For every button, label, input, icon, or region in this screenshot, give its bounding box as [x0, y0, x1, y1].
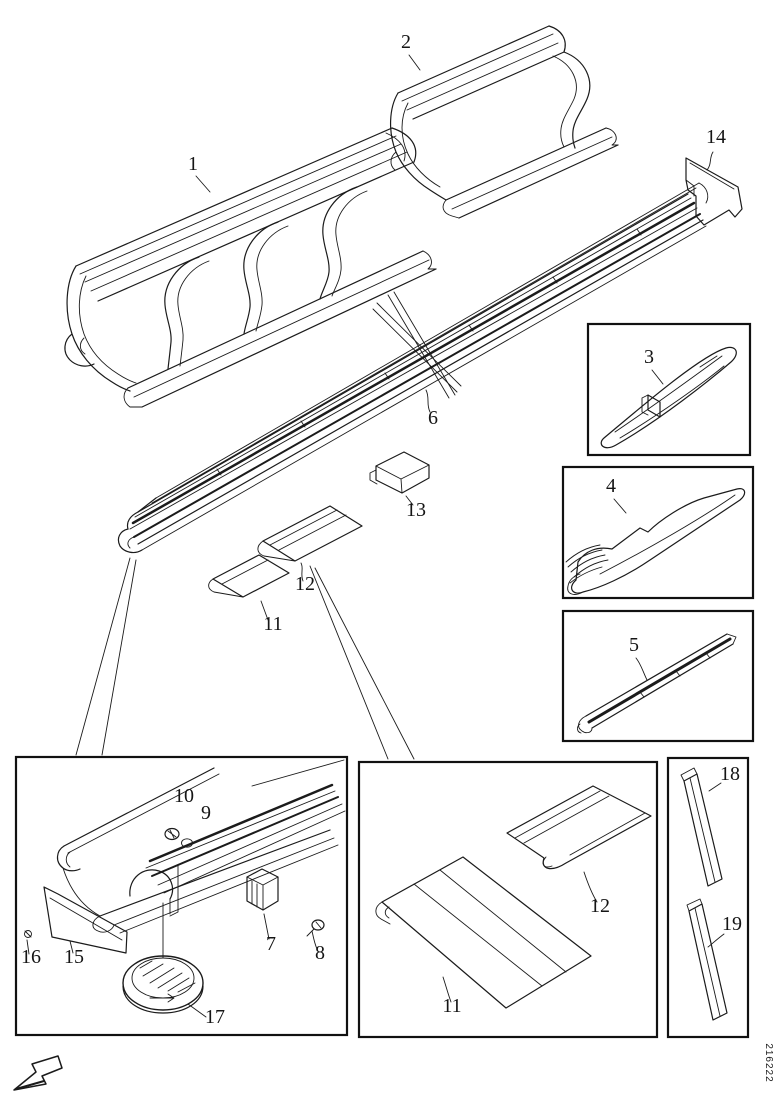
callout-part-12: 12 [295, 573, 315, 595]
detail-leader-lines [76, 558, 414, 759]
callout-part-8: 8 [315, 942, 325, 964]
callout-part-5: 5 [629, 634, 639, 656]
callout-part-17: 17 [205, 1006, 225, 1028]
callouts [21, 31, 742, 1028]
callout-part-14: 14 [706, 126, 726, 148]
part-2-drawing [391, 26, 618, 218]
callout-part-6: 6 [428, 407, 438, 429]
inset-box-bottom-right [668, 758, 748, 1037]
callout-part-18: 18 [720, 763, 740, 785]
inset-box-5 [563, 611, 753, 741]
doc-number: 216222 [763, 1043, 774, 1083]
callout-part-15: 15 [64, 946, 84, 968]
callout-part-7: 7 [266, 933, 276, 955]
callout-part-3: 3 [644, 346, 654, 368]
callout-part-13: 13 [406, 499, 426, 521]
callout-part-1: 1 [188, 153, 198, 175]
callout-part-11-inset: 11 [442, 995, 462, 1017]
inset-box-4 [563, 467, 753, 598]
callout-part-19: 19 [722, 913, 742, 935]
callout-leader-lines [196, 55, 713, 680]
callout-part-10: 10 [174, 785, 194, 807]
inset-box-3 [588, 324, 750, 455]
callout-part-12-inset: 12 [590, 895, 610, 917]
callout-part-16: 16 [21, 946, 41, 968]
direction-arrow-icon [14, 1056, 62, 1090]
part-14-drawing [683, 158, 742, 237]
callout-part-2: 2 [401, 31, 411, 53]
callout-part-9: 9 [201, 802, 211, 824]
rail-part-6-drawing [118, 183, 707, 553]
callout-part-11: 11 [263, 613, 283, 635]
part-1-drawing [65, 128, 436, 407]
callout-part-4: 4 [606, 475, 616, 497]
inset-box-bottom-middle [359, 762, 657, 1037]
